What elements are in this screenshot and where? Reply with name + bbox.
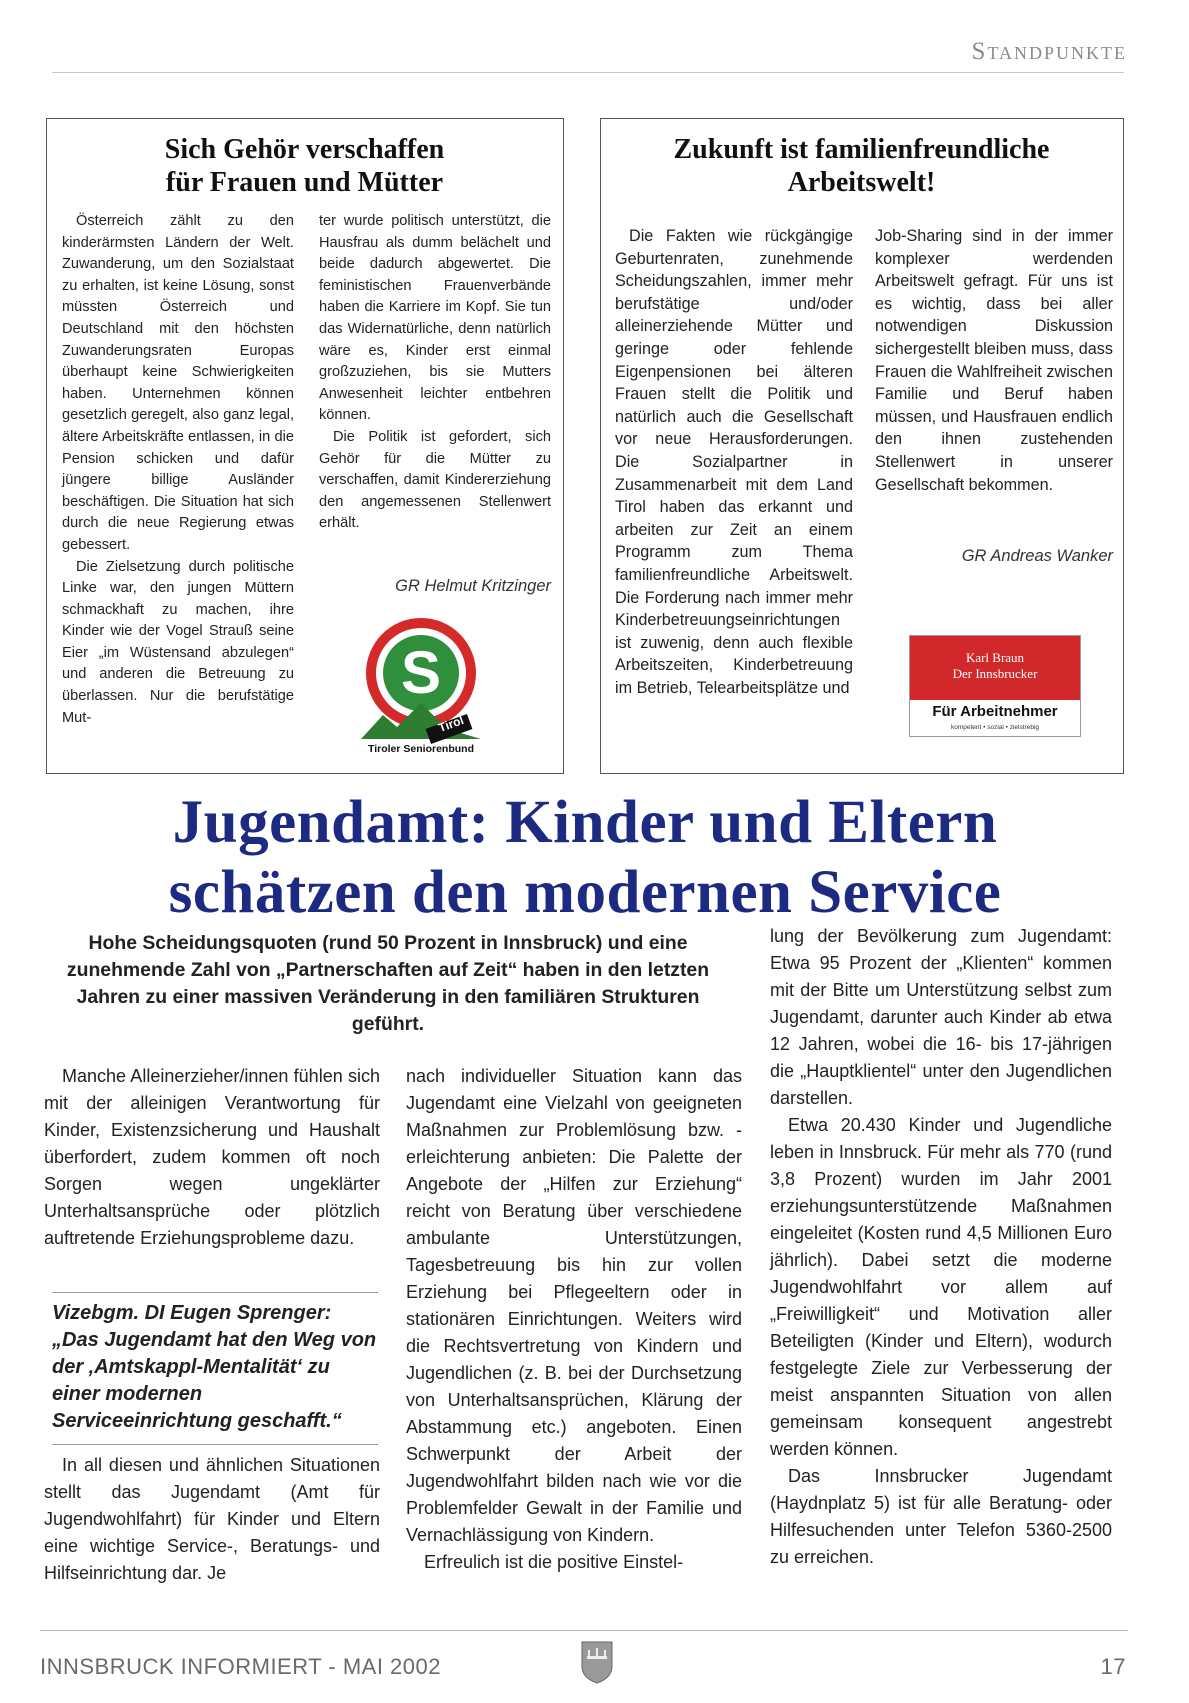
quote-rule-bottom: [52, 1444, 378, 1445]
quote-rule-top: [52, 1292, 378, 1293]
paragraph: Etwa 20.430 Kinder und Jugendliche leben in Innsbruck. Für mehr als 770 (rund 3,8 Prozent) wurden im Jahr 2001 erziehungsunterstützende Maßnahmen eingeleitet (Kosten rund 4,5 Millionen Euro jährlich). Dabei setzt die moderne Jugendwohlfahrt vor allem auf „Freiwilligkeit“ und Motivation aller Beteiligten (Kinder und Eltern), wodurch festgelegte Ziele zur Verbesserung der meist anspannten Situation von allen gemeinsam konsequent angestrebt werden können.: [770, 1115, 1112, 1459]
innsbruck-crest-icon: [580, 1640, 614, 1684]
logo-line2: Der Innsbrucker: [952, 666, 1038, 681]
opinion-box-kritzinger: [46, 118, 564, 774]
seniorenbund-logo: [357, 611, 485, 761]
article-column-2: [406, 1063, 742, 1576]
pull-quote: [52, 1300, 378, 1435]
box1-signature: GR Helmut Kritzinger: [395, 577, 551, 595]
box1-title: [47, 133, 562, 199]
paragraph: Manche Alleinerzieher/innen fühlen sich mit der alleinigen Verantwortung für Kinder, Existenzsicherung und Haushalt überfordert, zudem kommen oft noch Sorgen wegen ungeklärter Unterhaltsansprüche oder plötzlich auftretende Erziehungsprobleme dazu.: [44, 1066, 380, 1248]
paragraph: Die Politik ist gefordert, sich Gehör für die Mütter zu verschaffen, damit Kindererziehung den angemessenen Stellenwert erhält.: [319, 428, 551, 532]
logo-letter: S: [400, 639, 442, 706]
paragraph: ter wurde politisch unterstützt, die Hausfrau als dumm belächelt und beide dadurch abgewertet. Die feministischen Frauenverbände haben die Karriere im Kopf. Sie tun das Widernatürliche, denn natürlich wäre es, Kinder erst einmal großzuziehen, bis sie Mutters Anwesenheit leichter entbehren können.: [319, 213, 551, 424]
box1-title-line1: Sich Gehör verschaffen: [164, 134, 445, 165]
karl-braun-logo: [909, 635, 1081, 737]
paragraph: Job-Sharing sind in der immer komplexer werdenden Arbeitswelt gefragt. Für uns ist es wichtig, dass bei aller notwendigen Diskussion sichergestellt bleiben muss, dass Frauen die Wahlfreiheit zwischen Familie und Beruf haben müssen, und Hausfrauen endlich den ihnen zustehenden Stellenwert in unserer Gesellschaft bekommen.: [875, 227, 1113, 494]
section-label: Standpunkte: [971, 38, 1127, 65]
paragraph: nach individueller Situation kann das Jugendamt eine Vielzahl von geeigneten Maßnahmen zur Problemlösung bzw. -erleichterung anbieten: Die Palette der Angebote der „Hilfen zur Erziehung“ reicht von Beratung über verschiedene ambulante Unterstützungen, Tagesbetreuung bis hin zur vollen Erziehung bei Pflegeeltern oder in stationären Einrichtungen. Weiters wird die Rechtsvertretung von Kindern und Jugendlichen (z. B. bei der Durchsetzung von Unterhaltsansprüchen, Klärung der Abstammung etc.) angeboten. Einen Schwerpunkt der Arbeit der Jugendwohlfahrt bilden nach wie vor die Problemfelder Gewalt in der Familie und Vernachlässigung von Kindern.: [406, 1066, 742, 1545]
logo-region: Tirol: [436, 713, 466, 735]
article-column-3: [770, 923, 1112, 1571]
header-rule: [52, 72, 1124, 73]
paragraph: Das Innsbrucker Jugendamt (Haydnplatz 5) ist für alle Beratung- oder Hilfesuchenden unter Telefon 5360-2500 zu erreichen.: [770, 1466, 1112, 1567]
paragraph: In all diesen und ähnlichen Situationen stellt das Jugendamt (Amt für Jugendwohlfahrt) für Kinder und Eltern eine wichtige Service-, Beratungs- und Hilfseinrichtung dar. Je: [44, 1455, 380, 1583]
box1-column-1: [62, 211, 294, 729]
box1-title-line2: für Frauen und Mütter: [165, 167, 444, 198]
box2-title: [601, 133, 1122, 199]
footer-rule: [40, 1630, 1128, 1631]
article-column-1-continued: [44, 1452, 380, 1587]
quote-speaker: Vizebgm. DI Eugen Sprenger:: [52, 1302, 332, 1324]
article-headline: [40, 788, 1130, 928]
headline-line1: Jugendamt: Kinder und Eltern: [172, 789, 998, 856]
headline-line2: schätzen den modernen Service: [168, 859, 1002, 926]
opinion-box-wanker: [600, 118, 1124, 774]
box2-column-1: [615, 225, 853, 699]
paragraph: Österreich zählt zu den kinderärmsten Ländern der Welt. Zuwanderung, um den Sozialstaat zu erhalten, ist keine Lösung, sonst müssten Österreich und Deutschland mit den höchsten Zuwanderungsraten Europas überhaupt keine Schwierigkeiten haben. Unternehmen können gesetzlich geregelt, also ganz legal, ältere Arbeitskräfte entlassen, in die Pension schicken und dafür jüngere billige Ausländer beschäftigen. Die Situation hat sich durch die neue Regierung etwas gebessert.: [62, 213, 294, 553]
footer-page-number: 17: [1100, 1654, 1126, 1679]
logo-line3: Für Arbeitnehmer: [932, 703, 1058, 720]
article-column-1: [44, 1063, 380, 1252]
paragraph: Die Fakten wie rückgängige Geburtenraten, zunehmende Scheidungszahlen, immer mehr berufstätige und/oder alleinerziehende Mütter und geringe oder fehlende Eigenpensionen bei älteren Frauen stellt die Politik und natürlich auch die Gesellschaft vor neue Herausforderungen. Die Sozialpartner in Zusammenarbeit mit dem Land Tirol haben das erkannt und arbeiten zur Zeit an einem Programm zum Thema familienfreundliche Arbeitswelt. Die Forderung nach immer mehr Kinderbetreuungseinrichtungen ist zuwenig, denn auch flexible Arbeitszeiten, Kinderbetreuung im Betrieb, Telearbeitsplätze und: [615, 227, 853, 697]
box2-title-line1: Zukunft ist familienfreundliche: [673, 134, 1050, 165]
logo-line1: Karl Braun: [965, 650, 1025, 665]
box2-title-line2: Arbeitswelt!: [787, 167, 936, 198]
paragraph: Erfreulich ist die positive Einstel-: [424, 1552, 684, 1572]
quote-text: „Das Jugendamt hat den Weg von der ‚Amtskappl-Mentalität‘ zu einer modernen Serviceeinrichtung geschafft.“: [52, 1329, 377, 1432]
box2-signature: GR Andreas Wanker: [961, 547, 1113, 565]
box1-column-2: [319, 211, 551, 535]
box2-column-2: [875, 225, 1113, 496]
logo-line4: kompetent • sozial • zielstrebig: [950, 724, 1039, 731]
article-lead: Hohe Scheidungsquoten (rund 50 Prozent in Innsbruck) und eine zunehmende Zahl von „Partnerschaften auf Zeit“ haben in den letzten Jahren zu einer massiven Veränderung in den familiären Strukturen geführt.: [66, 932, 710, 1035]
paragraph: Die Zielsetzung durch politische Linke war, den jungen Müttern schmackhaft zu machen, ihre Kinder wie der Vogel Strauß seine Eier „im Wüstensand abzulegen“ und anderen die Betreuung zu überlassen. Nur die berufstätige Mut-: [62, 558, 294, 726]
paragraph: lung der Bevölkerung zum Jugendamt: Etwa 95 Prozent der „Klienten“ kommen mit der Bitte um Unterstützung selbst zum Jugendamt, darunter auch Kinder ab etwa 12 Jahren, wobei die 16- bis 17-jährigen die „Hauptklientel“ unter den Jugendlichen darstellen.: [770, 926, 1112, 1108]
logo-caption: Tiroler Seniorenbund: [368, 743, 474, 755]
footer-publication: INNSBRUCK INFORMIERT - MAI 2002: [40, 1654, 441, 1679]
